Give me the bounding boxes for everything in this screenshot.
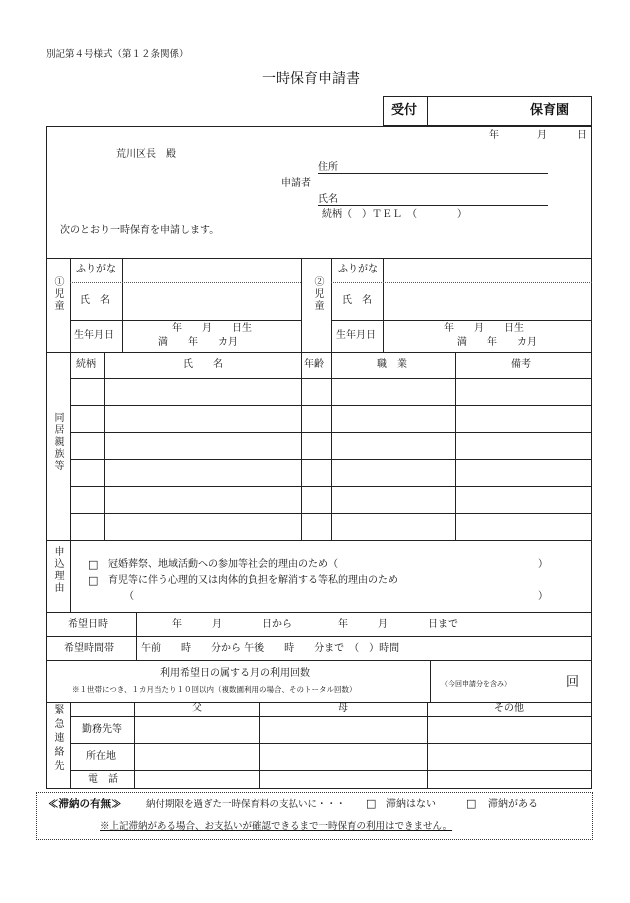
- father-workplace-input[interactable]: [136, 718, 258, 742]
- form-reference: 別記第４号様式（第１２条関係）: [46, 49, 189, 60]
- usage-unit: 回: [566, 675, 580, 690]
- child2-dob-line: 年 月 日生: [444, 323, 524, 334]
- family-header-notes: 備考: [511, 359, 531, 370]
- arrears-no-checkbox[interactable]: □: [366, 797, 377, 810]
- contact-row-phone: 電 話: [88, 774, 118, 785]
- request-text: 次のとおり一時保育を申請します。: [60, 225, 220, 236]
- child2-furigana-input[interactable]: [385, 260, 590, 281]
- child2-furigana-label: ふりがな: [338, 264, 378, 275]
- nursery-label: 保育園: [530, 103, 570, 118]
- reason2-open: （: [124, 591, 134, 602]
- date-day: 日: [577, 130, 587, 141]
- child1-dob-line: 年 月 日生: [172, 323, 252, 334]
- family-row[interactable]: [71, 514, 591, 540]
- child1-furigana-input[interactable]: [124, 260, 299, 281]
- desired-date-to: 年 月 日まで: [338, 619, 458, 630]
- family-row[interactable]: [71, 379, 591, 405]
- family-row[interactable]: [71, 433, 591, 459]
- reason2-close: ）: [538, 591, 548, 602]
- child1-furigana-label: ふりがな: [76, 264, 116, 275]
- addressee: 荒川区長 殿: [116, 149, 176, 160]
- relation-tel: 続柄（ ）ＴＥＬ （ ）: [322, 209, 467, 220]
- arrears-heading: ≪滞納の有無≫: [48, 798, 122, 810]
- child2-label: ②児童: [312, 276, 323, 312]
- other-phone-input[interactable]: [429, 772, 591, 788]
- reason1-close: ）: [538, 559, 548, 570]
- reason2-text: 育児等に伴う心理的又は肉体的負担を解消する等私的理由のため: [108, 575, 398, 586]
- child2-name-label: 氏 名: [342, 295, 372, 306]
- desired-time-label: 希望時間帯: [64, 643, 114, 654]
- contact-row-location: 所在地: [86, 751, 116, 762]
- family-section-label: 同居親族等: [52, 412, 63, 472]
- child2-age-line: 満 年 カ月: [457, 337, 537, 348]
- receipt-input[interactable]: [430, 98, 526, 124]
- other-workplace-input[interactable]: [429, 718, 591, 742]
- address-label: 住所: [318, 162, 338, 173]
- contact-col-other: その他: [494, 703, 524, 714]
- child2-dob-label: 生年月日: [336, 330, 376, 341]
- address-input[interactable]: [342, 160, 548, 173]
- form-title: 一時保育申請書: [262, 71, 360, 87]
- reason1-checkbox[interactable]: □: [88, 558, 99, 571]
- mother-phone-input[interactable]: [261, 772, 426, 788]
- arrears-yes-label: 滞納がある: [488, 799, 538, 810]
- child1-age-line: 満 年 カ月: [158, 337, 238, 348]
- other-location-input[interactable]: [429, 745, 591, 769]
- child1-label: ①児童: [52, 276, 63, 312]
- reason2-checkbox[interactable]: □: [88, 574, 99, 587]
- usage-count-input[interactable]: [520, 672, 562, 692]
- reason-section-label: 申込理由: [52, 546, 63, 594]
- family-header-age: 年齢: [304, 359, 324, 370]
- date-year: 年: [489, 130, 499, 141]
- family-row[interactable]: [71, 406, 591, 432]
- name-label: 氏名: [318, 194, 338, 205]
- contact-col-mother: 母: [338, 703, 348, 714]
- reason1-text: 冠婚葬祭、地域活動への参加等社会的理由のため（: [108, 559, 338, 570]
- mother-workplace-input[interactable]: [261, 718, 426, 742]
- contact-row-workplace: 勤務先等: [82, 724, 122, 735]
- usage-note: ※１世帯につき、１カ月当たり１０回以内（複数園利用の場合、そのトータル回数）: [72, 685, 357, 694]
- desired-time-text: 午前 時 分から 午後 時 分まで （ ）時間: [141, 643, 400, 654]
- desired-time-input[interactable]: [140, 638, 590, 658]
- arrears-no-label: 滞納はない: [386, 799, 436, 810]
- usage-include-note: （今回申請分を含み）: [441, 680, 511, 688]
- child1-name-input[interactable]: [124, 284, 299, 319]
- desired-date-input[interactable]: [140, 614, 590, 634]
- family-header-occupation: 職 業: [377, 359, 407, 370]
- father-location-input[interactable]: [136, 745, 258, 769]
- family-row[interactable]: [71, 487, 591, 513]
- applicant-label: 申請者: [281, 178, 311, 189]
- applicant-name-input[interactable]: [342, 192, 548, 205]
- desired-date-label: 希望日時: [68, 619, 108, 630]
- arrears-notice: ※上記滞納がある場合、お支払いが確認できるまで一時保育の利用はできません。: [100, 821, 453, 832]
- family-header-name: 氏 名: [183, 359, 223, 370]
- application-date-input[interactable]: [440, 129, 588, 143]
- arrears-question: 納付期限を過ぎた一時保育料の支払いに・・・: [146, 799, 346, 810]
- family-row[interactable]: [71, 460, 591, 486]
- child1-dob-label: 生年月日: [74, 330, 114, 341]
- mother-location-input[interactable]: [261, 745, 426, 769]
- contact-section-label: 緊急連絡先: [52, 704, 63, 774]
- child1-name-label: 氏 名: [80, 295, 110, 306]
- usage-title: 利用希望日の属する月の利用回数: [160, 668, 310, 679]
- arrears-yes-checkbox[interactable]: □: [466, 797, 477, 810]
- reason-detail-input[interactable]: [132, 590, 532, 604]
- desired-date-from: 年 月 日から: [172, 619, 292, 630]
- date-month: 月: [537, 130, 547, 141]
- receipt-label: 受付: [391, 103, 418, 118]
- family-header-relation: 続柄: [76, 359, 96, 370]
- father-phone-input[interactable]: [136, 772, 258, 788]
- contact-col-father: 父: [192, 703, 202, 714]
- child2-name-input[interactable]: [385, 284, 590, 319]
